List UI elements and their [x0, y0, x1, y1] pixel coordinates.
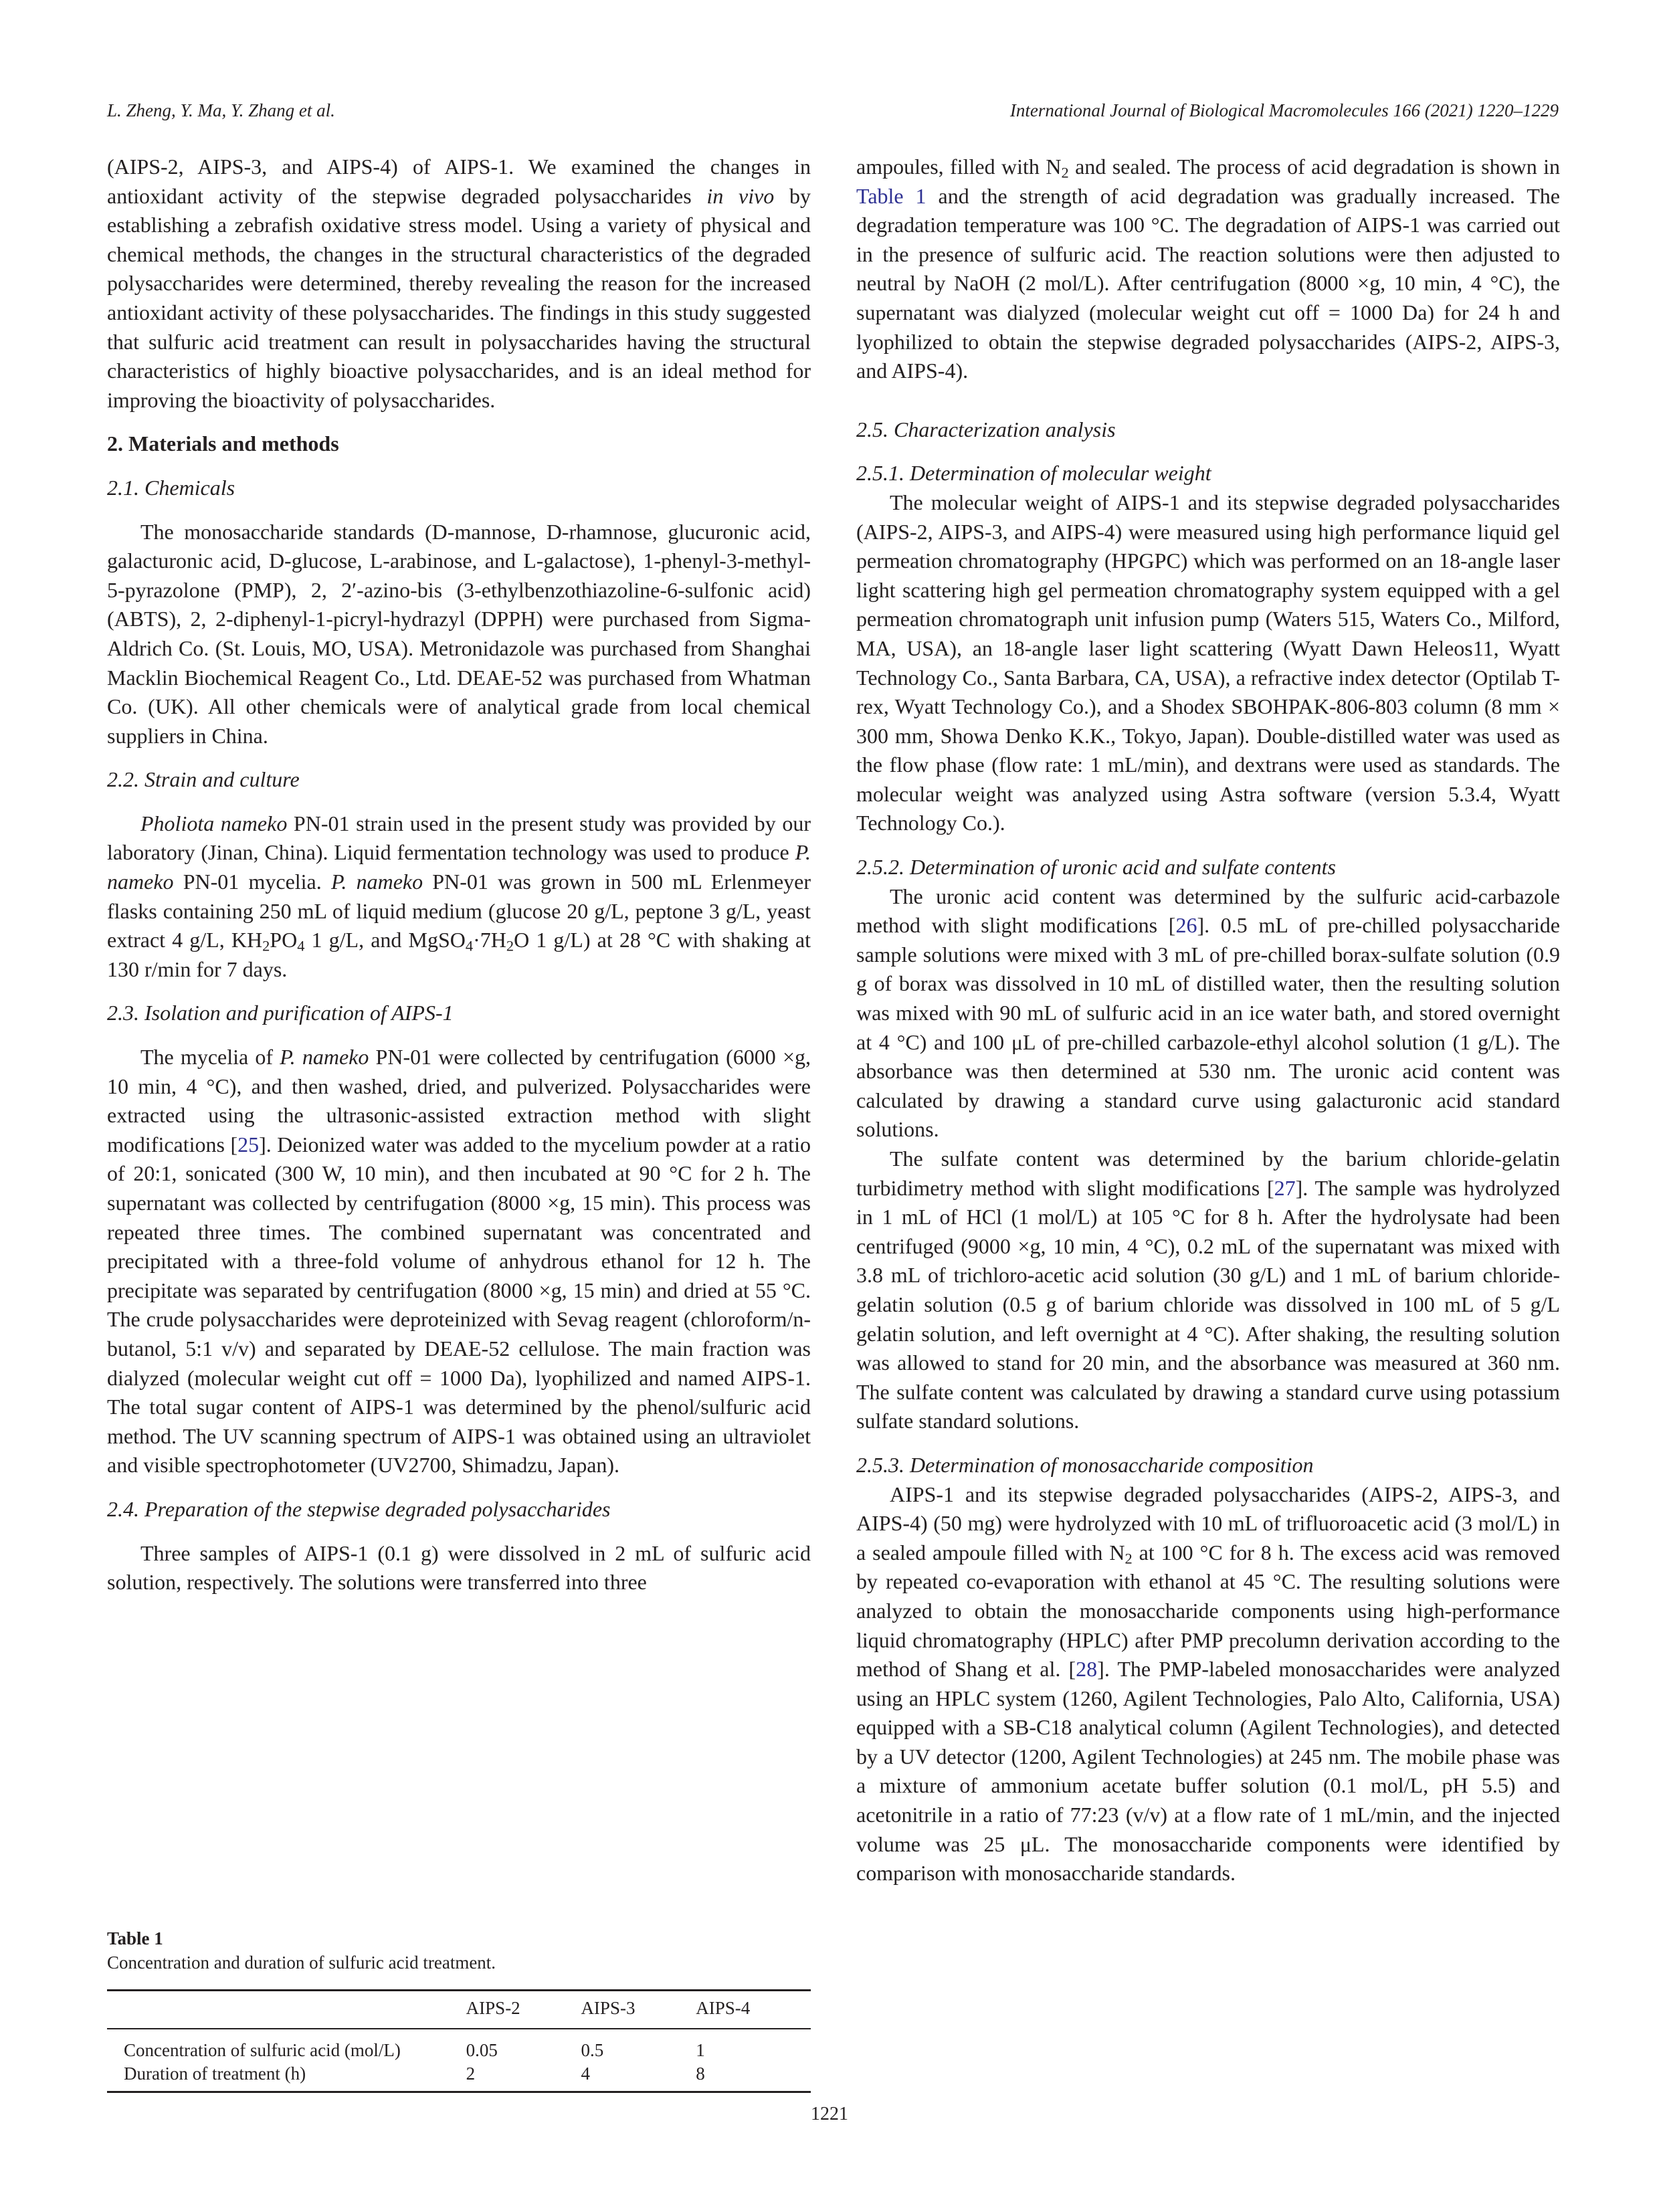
table-cell: Concentration of sulfuric acid (mol/L) [124, 2040, 401, 2060]
text-run: PN-01 was grown in 500 mL Erlenmeyer flasks containing 250 mL of liquid medium (glucose 20 g/L, peptone 3 g/L, yeast extract 4 g/L, KH [107, 870, 811, 952]
table-header-cell: AIPS-3 [581, 1998, 636, 2018]
text-run: PN-01 were collected by centrifugation (6000 ×g, 10 min, 4 °C), and then washed, dried, and pulverized. Polysaccharides were extracted using the ultrasonic-assisted extraction method with slight modifications [ [107, 1045, 811, 1157]
chemicals-paragraph: The monosaccharide standards (D-mannose, D-rhamnose, glucuronic acid, galacturonic acid, D-glucose, L-arabinose, and L-galactose), 1-phenyl-3-methyl-5-pyrazolone (PMP), 2, 2′-azino-bis (3-ethylbenzothiazoline-6-sulfonic acid) (ABTS), 2, 2-diphenyl-1-picryl-hydrazyl (DPPH) were purchased from Sigma-Aldrich Co. (St. Louis, MO, USA). Metronidazole was purchased from Shanghai Macklin Biochemical Reagent Co., Ltd. DEAE-52 was purchased from Whatman Co. (UK). All other chemicals were of analytical grade from local chemical suppliers in China. [107, 519, 811, 748]
table-row [107, 2062, 811, 2092]
table-1 [107, 1926, 811, 2093]
text-run: AIPS-1 and its stepwise degraded polysaccharides (AIPS-2, AIPS-3, and AIPS-4) (50 mg) were hydrolyzed with 10 mL of trifluoroacetic acid (3 mol/L) in a sealed ampoule filled with N [856, 1482, 1560, 1565]
strain-culture-paragraph [107, 809, 811, 985]
table-header-cell: AIPS-4 [696, 1998, 751, 2018]
spacer [856, 838, 1560, 853]
uronic-acid-paragraph [856, 882, 1560, 1144]
species-name: P. nameko [107, 840, 811, 894]
table-cell: 4 [581, 2064, 590, 2084]
reference-link-28[interactable]: 28 [1076, 1657, 1098, 1682]
reference-link-27[interactable]: 27 [1274, 1175, 1296, 1200]
table-1-grid [107, 1989, 811, 2093]
text-run: (AIPS-2, AIPS-3, and AIPS-4) of AIPS-1. We examined the changes in antioxidant activity of the stepwise degraded polysaccharides [107, 155, 811, 208]
left-column [107, 153, 811, 1597]
table-cell: 8 [696, 2064, 705, 2084]
monosaccharide-paragraph [856, 1480, 1560, 1888]
spacer [856, 386, 1560, 401]
table-header-cell [107, 1991, 466, 2029]
text-run: ]. The sample was hydrolyzed in 1 mL of HCl (1 mol/L) at 105 °C for 8 h. After the hydrolysate had been centrifuged (9000 ×g, 10 min, 4 °C), 0.2 mL of the supernatant was mixed with 3.8 mL of trichloro-acetic acid solution (30 g/L) and 1 mL of barium chloride-gelatin solution (0.5 g of barium chloride was dissolved in 100 mL of 5 g/L gelatin solution, and left overnight at 4 °C). After shaking, the resulting solution was allowed to stand for 20 min, and the absorbance was measured at 360 nm. The sulfate content was calculated by drawing a standard curve using potassium sulfate standard solutions. [856, 1175, 1561, 1433]
text-run: The sulfate content was determined by the barium chloride-gelatin turbidimetry method with slight modifications [ [856, 1146, 1560, 1200]
text-run: by establishing a zebrafish oxidative stress model. Using a variety of physical and chemical methods, the changes in the structural characteristics of the degraded polysaccharides were determined, thereby revealing the reason for the increased antioxidant activity of these polysaccharides. The findings in this study suggested that sulfuric acid treatment can result in polysaccharides having the structural characteristics of highly bioactive polysaccharides, and is an ideal method for improving the bioactivity of polysaccharides. [107, 183, 811, 412]
reference-link-26[interactable]: 26 [1175, 913, 1197, 938]
text-run: at 100 °C for 8 h. The excess acid was removed by repeated co-evaporation with ethanol at 45 °C. The resulting solutions were analyzed to obtain the monosaccharide components using high-performance liquid chromatography (HPLC) after PMP precolumn derivation according to the method of Shang et al. [ [856, 1540, 1561, 1682]
preparation-continuation-paragraph [856, 153, 1560, 386]
text-run: ]. 0.5 mL of pre-chilled polysaccharide sample solutions were mixed with 3 mL of pre-chilled borax-sulfate solution (0.9 g of borax was dissolved in 10 mL of distilled water, then the resulting solution was mixed with 90 mL of sulfuric acid in an ice water bath, and stored overnight at 4 °C) and 100 μL of pre-chilled carbazole-ethyl alcohol solution (1 g/L). The absorbance was then determined at 530 nm. The uronic acid content was calculated by drawing a standard curve using galacturonic acid standard solutions. [856, 913, 1561, 1142]
isolation-paragraph [107, 1043, 811, 1480]
table-cell: 1 [696, 2040, 705, 2060]
text-run: ·7H [473, 928, 506, 952]
subsection-heading-isolation: 2.3. Isolation and purification of AIPS-1 [107, 1001, 454, 1025]
subsubsection-heading-molecular-weight: 2.5.1. Determination of molecular weight [856, 461, 1211, 486]
subsection-heading-chemicals: 2.1. Chemicals [107, 475, 235, 500]
text-run: The uronic acid content was determined by the sulfuric acid-carbazole method with slight modifications [ [856, 884, 1560, 938]
subsection-heading-strain-culture: 2.2. Strain and culture [107, 767, 300, 792]
text-run: PO [270, 928, 298, 952]
molecular-weight-paragraph: The molecular weight of AIPS-1 and its stepwise degraded polysaccharides (AIPS-2, AIPS-3, and AIPS-4) were measured using high performance liquid gel permeation chromatography (HPGPC) which was performed on an 18-angle laser light scattering high gel permeation chromatography system equipped with a gel permeation chromatograph unit infusion pump (Waters 515, Waters Co., Milford, MA, USA), an 18-angle laser light scattering (Wyatt Dawn Heleos11, Wyatt Technology Co., Santa Barbara, CA, USA), a refractive index detector (Optilab T-rex, Wyatt Technology Co.), and a Shodex SBOHPAK-806-803 column (8 mm × 300 mm, Showa Denko K.K., Tokyo, Japan). Double-distilled water was used as the flow phase (flow rate: 1 mL/min), and dextrans were used as standards. The molecular weight was analyzed using Astra software (version 5.3.4, Wyatt Technology Co.). [856, 490, 1560, 835]
subsection-heading-preparation: 2.4. Preparation of the stepwise degraded polysaccharides [107, 1496, 611, 1521]
text-run: PN-01 mycelia. [173, 870, 331, 894]
text-run: and sealed. The process of acid degradation is shown in [1068, 155, 1561, 179]
intro-continuation-paragraph [107, 153, 811, 415]
page-number: 1221 [811, 2104, 848, 2124]
subscript: 4 [465, 937, 474, 954]
subscript: 4 [297, 937, 305, 954]
subsection-heading-characterization: 2.5. Characterization analysis [856, 417, 1116, 441]
text-run: ]. The PMP-labeled monosaccharides were analyzed using an HPLC system (1260, Agilent Technologies, Palo Alto, California, USA) equipped with a SB-C18 analytical column (Agilent Technologies), and detected by a UV detector (1200, Agilent Technologies) at 245 nm. The mobile phase was a mixture of ammonium acetate buffer solution (0.1 mol/L, pH 5.5) and acetonitrile in a ratio of 77:23 (v/v) at a flow rate of 1 mL/min, and the injected volume was 25 μL. The monosaccharide components were identified by comparison with monosaccharide standards. [856, 1657, 1561, 1886]
species-name: P. nameko [280, 1045, 369, 1070]
table-label: Table 1 [107, 1928, 163, 1948]
subsubsection-heading-monosaccharide: 2.5.3. Determination of monosaccharide composition [856, 1452, 1314, 1477]
table-cell: Duration of treatment (h) [124, 2064, 306, 2084]
table-cell: 2 [466, 2064, 476, 2084]
preparation-paragraph: Three samples of AIPS-1 (0.1 g) were dissolved in 2 mL of sulfuric acid solution, respectively. The solutions were transferred into three [107, 1540, 811, 1595]
subsubsection-heading-uronic-sulfate: 2.5.2. Determination of uronic acid and sulfate contents [856, 855, 1336, 880]
table-cell: 0.5 [581, 2040, 604, 2060]
text-run: ]. Deionized water was added to the mycelium powder at a ratio of 20:1, sonicated (300 W, 10 min), and then incubated at 90 °C for 2 h. The supernatant was collected by centrifugation (8000 ×g, 15 min). This process was repeated three times. The combined supernatant was concentrated and precipitated with a three-fold volume of anhydrous ethanol for 12 h. The precipitate was separated by centrifugation (8000 ×g, 15 min) and dried at 55 °C. The crude polysaccharides were deproteinized with Sevag reagent (chloroform/n-butanol, 5:1 v/v) and separated by DEAE-52 cellulose. The main fraction was dialyzed (molecular weight cut off = 1000 Da), lyophilized and named AIPS-1. The total sugar content of AIPS-1 was determined by the phenol/sulfuric acid method. The UV scanning spectrum of AIPS-1 was obtained using an ultraviolet and visible spectrophotometer (UV2700, Shimadzu, Japan). [107, 1132, 811, 1478]
text-run: The mycelia of [140, 1045, 280, 1070]
table-1-link[interactable]: Table 1 [856, 183, 926, 208]
subscript: 2 [1125, 1550, 1133, 1567]
header-authors: L. Zheng, Y. Ma, Y. Zhang et al. [107, 100, 335, 120]
text-run: PN-01 strain used in the present study was provided by our laboratory (Jinan, China). Liquid fermentation technology was used to produce [107, 811, 811, 865]
table-caption: Concentration and duration of sulfuric acid treatment. [107, 1952, 496, 1973]
section-heading-materials-methods: 2. Materials and methods [107, 431, 339, 456]
spacer [856, 1436, 1560, 1451]
text-run: and the strength of acid degradation was gradually increased. The degradation temperature was 100 °C. The degradation of AIPS-1 was carried out in the presence of sulfuric acid. The reaction solutions were then adjusted to neutral by NaOH (2 mol/L). After centrifugation (8000 ×g, 10 min, 4 °C), the supernatant was dialyzed (molecular weight cut off = 1000 Da) for 24 h and lyophilized to obtain the stepwise degraded polysaccharides (AIPS-2, AIPS-3, and AIPS-4). [856, 183, 1561, 383]
species-name: Pholiota nameko [140, 811, 288, 835]
sulfate-paragraph [856, 1144, 1560, 1436]
right-column [856, 153, 1560, 1888]
header-journal-citation: International Journal of Biological Macromolecules 166 (2021) 1220–1229 [1009, 100, 1559, 120]
subscript: 2 [506, 937, 514, 954]
table-row [107, 2029, 811, 2062]
running-header [107, 100, 1559, 127]
text-run: ampoules, filled with N [856, 155, 1062, 179]
table-header-row [107, 1991, 811, 2029]
table-cell: 0.05 [466, 2040, 498, 2060]
table-header-cell: AIPS-2 [466, 1998, 520, 2018]
species-name: P. nameko [330, 870, 423, 894]
text-run: 1 g/L, and MgSO [304, 928, 466, 952]
text-run: O 1 g/L) at 28 °C with shaking at 130 r/min for 7 days. [107, 928, 811, 981]
italic-term: in vivo [706, 183, 775, 208]
reference-link-25[interactable]: 25 [237, 1132, 260, 1157]
subscript: 2 [1061, 164, 1069, 181]
subscript: 2 [262, 937, 270, 954]
